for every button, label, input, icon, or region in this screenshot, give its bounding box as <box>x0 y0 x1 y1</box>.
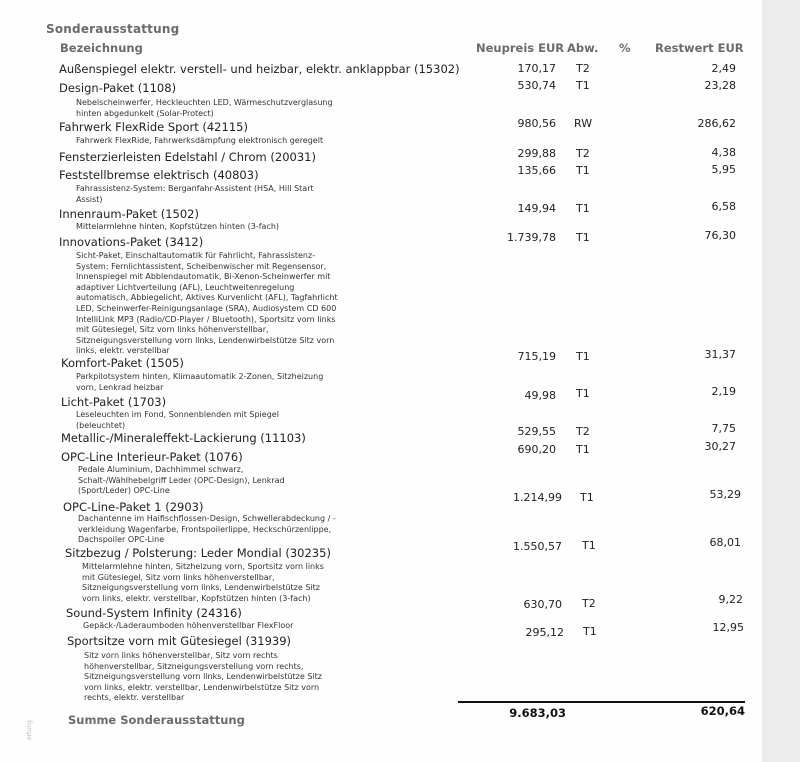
item-name: Sound-System Infinity (24316) <box>66 606 242 620</box>
item-restwert: 76,30 <box>704 229 736 242</box>
item-detail: Mittelarmlehne hinten, Kopfstützen hinten (3-fach) <box>76 222 280 231</box>
summary-neupreis: 9.683,03 <box>509 706 566 720</box>
item-code: T1 <box>576 231 590 244</box>
item-restwert: 7,75 <box>711 422 736 435</box>
scan-margin <box>762 0 800 762</box>
item-price: 980,56 <box>517 117 556 130</box>
item-code: T1 <box>580 491 594 504</box>
header-neupreis: Neupreis EUR <box>476 41 565 55</box>
item-name: Sitzbezug / Polsterung: Leder Mondial (30235) <box>65 546 331 560</box>
header-restwert: Restwert EUR <box>655 41 744 55</box>
item-price: 149,94 <box>517 202 556 215</box>
item-detail: Fahrwerk FlexRide, Fahrwerksdämpfung elektronisch geregelt <box>76 136 324 145</box>
item-restwert: 23,28 <box>704 79 736 92</box>
item-price: 715,19 <box>517 350 556 363</box>
item-code: T1 <box>576 387 590 400</box>
item-detail: Sitz vorn links höhenverstellbar, Sitz vorn rechts höhenverstellbar, Sitzneigungsverstellung vorn rechts, Sitzneigungsverstellung vorn links, Lendenwirbelstütze Sitz vorn links, elektr. verstellbar, Lendenwirbelstütze Sitz vorn rechts, elektr. verstellbar <box>84 651 322 703</box>
item-restwert: 6,58 <box>711 200 736 213</box>
item-detail: Gepäck-/Laderaumboden höhenverstellbar FlexFloor <box>83 621 294 630</box>
item-price: 690,20 <box>517 443 556 456</box>
item-price: 529,55 <box>517 425 556 438</box>
item-price: 135,66 <box>517 164 556 177</box>
item-restwert: 30,27 <box>704 440 736 453</box>
side-mark-text: ertung <box>26 720 33 740</box>
item-name: Licht-Paket (1703) <box>61 395 167 409</box>
item-detail: Nebelscheinwerfer, Heckleuchten LED, Wärmeschutzverglasung hinten abgedunkelt (Solar-Protect) <box>76 98 333 118</box>
header-bezeichnung: Bezeichnung <box>60 41 143 55</box>
header-percent: % <box>619 41 631 55</box>
item-name: Innenraum-Paket (1502) <box>59 207 199 221</box>
item-code: T1 <box>576 443 590 456</box>
section-title: Sonderausstattung <box>46 22 180 36</box>
header-abw: Abw. <box>567 41 599 55</box>
summary-restwert: 620,64 <box>700 704 745 718</box>
item-code: T2 <box>582 597 596 610</box>
item-name: Metallic-/Mineraleffekt-Lackierung (11103) <box>61 431 306 445</box>
item-name: Feststellbremse elektrisch (40803) <box>59 168 259 182</box>
item-restwert: 2,19 <box>711 385 736 398</box>
item-code: T1 <box>576 350 590 363</box>
item-detail: Leseleuchten im Fond, Sonnenblenden mit Spiegel (beleuchtet) <box>76 410 279 430</box>
item-code: RW <box>574 117 593 130</box>
item-name: OPC-Line Interieur-Paket (1076) <box>61 450 243 464</box>
item-price: 630,70 <box>523 598 562 611</box>
item-price: 530,74 <box>517 79 556 92</box>
item-price: 295,12 <box>525 626 564 639</box>
summary-label: Summe Sonderausstattung <box>68 713 245 727</box>
item-name: Design-Paket (1108) <box>59 81 177 95</box>
item-name: Außenspiegel elektr. verstell- und heizbar, elektr. anklappbar (15302) <box>59 62 460 76</box>
item-restwert: 12,95 <box>712 621 744 634</box>
item-name: Innovations-Paket (3412) <box>59 235 204 249</box>
item-code: T2 <box>576 147 590 160</box>
item-restwert: 5,95 <box>711 163 736 176</box>
item-detail: Parkpilotsystem hinten, Klimaautomatik 2-Zonen, Sitzheizung vorn, Lenkrad heizbar <box>76 372 324 392</box>
item-code: T2 <box>576 425 590 438</box>
item-code: T1 <box>576 164 590 177</box>
summary-divider <box>458 701 745 703</box>
item-code: T2 <box>576 62 590 75</box>
item-detail: Sicht-Paket, Einschaltautomatik für Fahrlicht, Fahrassistenz-System: Fernlichtassistent, Scheibenwischer mit Regensensor, Innenspiegel mit Abblendautomatik, Bi-Xenon-Scheinwerfer mit adaptiver Lichtverteilung (AFL), Leuchtweitenregelung automatisch, Abbiegelicht, Aktives Kurvenlicht (AFL), Tagfahrlicht LED, Scheinwerfer-Reinigungsanlage (SRA), Audiosystem CD 600 IntelliLink MP3 (Radio/CD-Player / Bluetooth), Sportsitz vorn links mit Gütesiegel, Sitz vorn links höhenverstellbar, Sitzneigungsverstellung vorn links, Lendenwirbelstütze Sitz vorn links, elektr. verstellbar <box>76 251 338 356</box>
item-restwert: 31,37 <box>704 348 736 361</box>
item-detail: Dachantenne im Haifischflossen-Design, Schwellerabdeckung / -verkleidung Wagenfarbe, Frontspoilerlippe, Heckschürzenlippe, Dachspoiler OPC-Line <box>78 514 336 545</box>
item-price: 1.550,57 <box>513 540 562 553</box>
item-detail: Pedale Aluminium, Dachhimmel schwarz, Schalt-/Wählhebelgriff Leder (OPC-Design), Lenkrad (Sport/Leder) OPC-Line <box>78 465 285 496</box>
item-name: Fahrwerk FlexRide Sport (42115) <box>59 120 248 134</box>
item-restwert: 68,01 <box>709 536 741 549</box>
item-name: Sportsitze vorn mit Gütesiegel (31939) <box>67 634 292 648</box>
item-price: 1.214,99 <box>513 491 562 504</box>
item-restwert: 4,38 <box>711 146 736 159</box>
item-restwert: 53,29 <box>709 488 741 501</box>
item-price: 49,98 <box>524 389 556 402</box>
item-price: 299,88 <box>517 147 556 160</box>
item-restwert: 2,49 <box>711 62 736 75</box>
item-name: Fensterzierleisten Edelstahl / Chrom (20031) <box>59 150 316 164</box>
item-price: 170,17 <box>517 62 556 75</box>
item-price: 1.739,78 <box>507 231 556 244</box>
item-detail: Fahrassistenz-System: Berganfahr-Assistent (HSA, Hill Start Assist) <box>76 184 314 204</box>
item-code: T1 <box>583 625 597 638</box>
item-restwert: 286,62 <box>697 117 736 130</box>
item-name: OPC-Line-Paket 1 (2903) <box>63 500 204 514</box>
item-name: Komfort-Paket (1505) <box>61 356 184 370</box>
item-code: T1 <box>576 79 590 92</box>
item-restwert: 9,22 <box>718 593 743 606</box>
item-detail: Mittelarmlehne hinten, Sitzheizung vorn, Sportsitz vorn links mit Gütesiegel, Sitz vorn links höhenverstellbar, Sitzneigungsverstellung vorn links, Lendenwirbelstütze Sitz vorn links, elektr. verstellbar, Kopfstützen hinten (3-fach) <box>82 562 324 603</box>
item-code: T1 <box>576 202 590 215</box>
item-code: T1 <box>582 539 596 552</box>
